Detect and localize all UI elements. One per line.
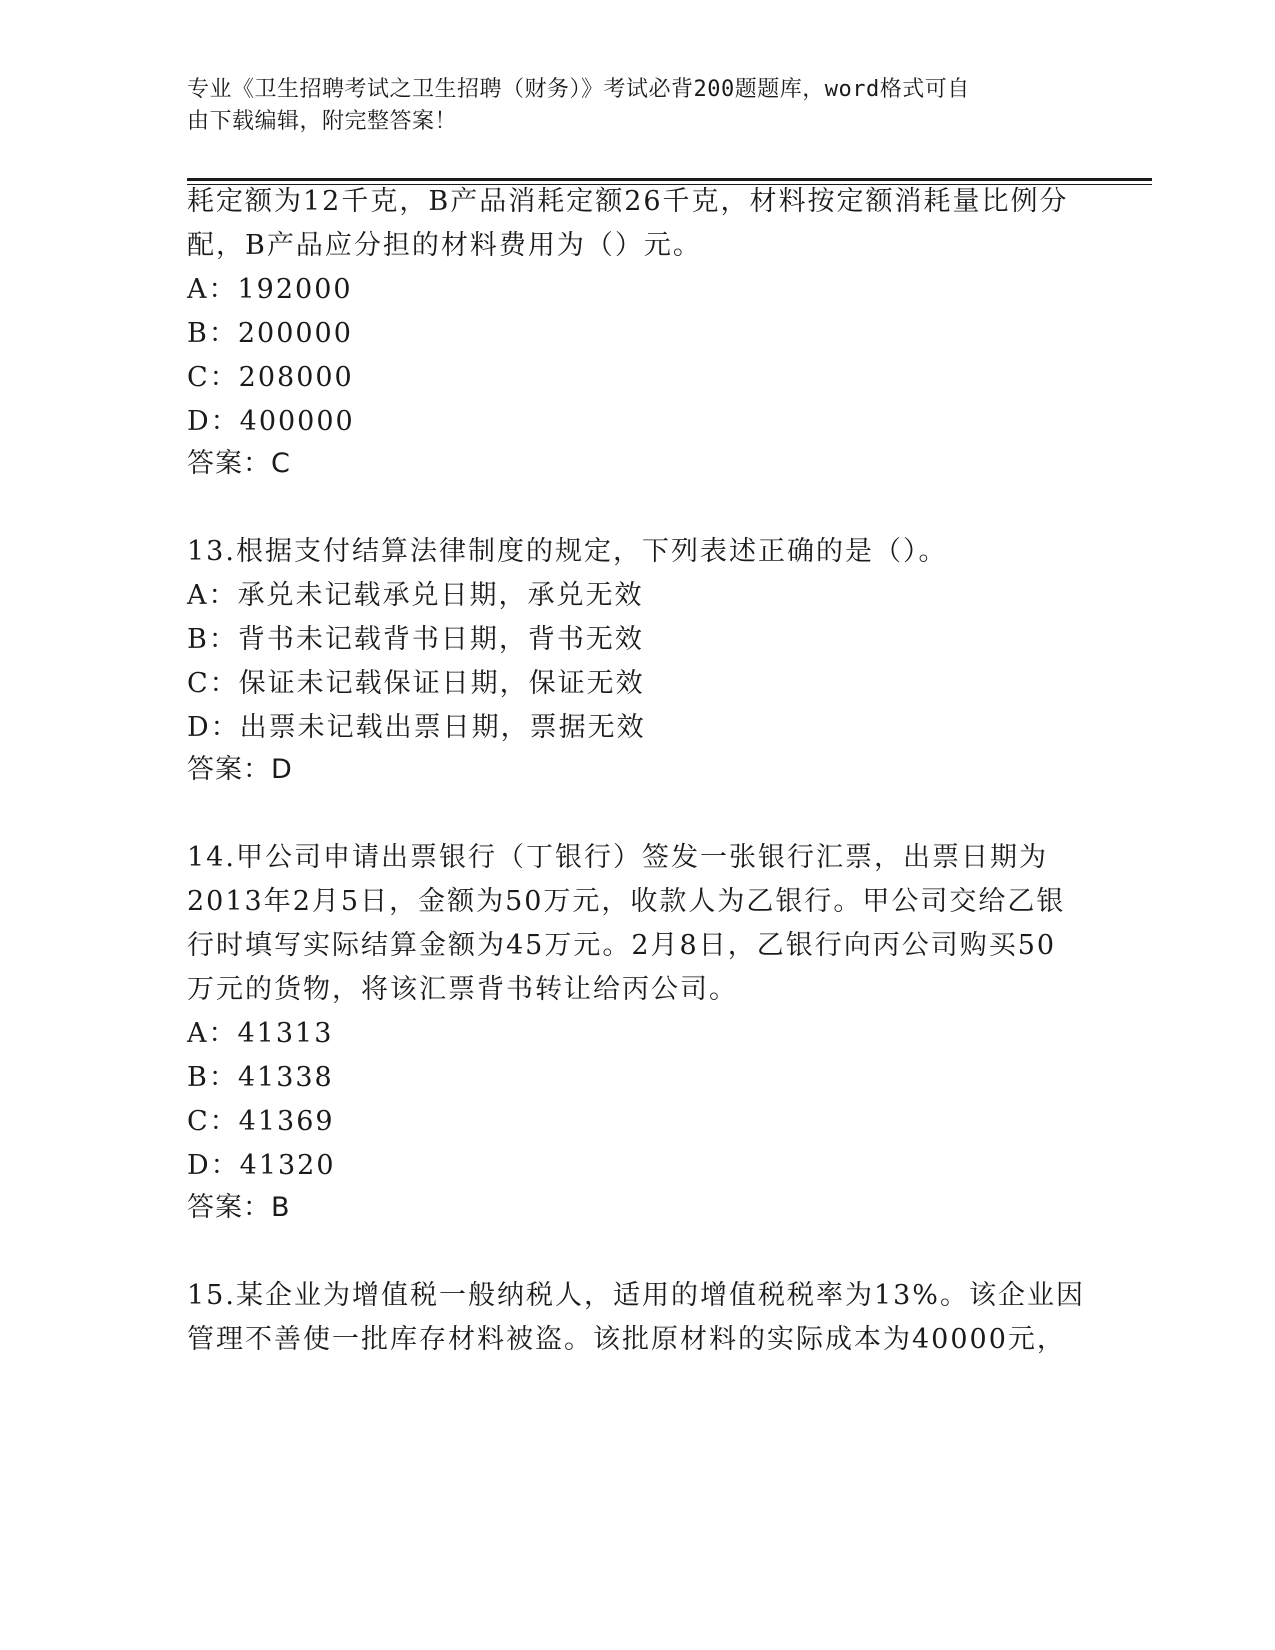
q13-option-c: C：保证未记载保证日期，保证无效 xyxy=(187,668,645,699)
q13-option-a: A：承兑未记载承兑日期，承兑无效 xyxy=(187,580,644,611)
q14-option-b: B：41338 xyxy=(187,1062,334,1093)
q15-stem-line-2: 管理不善使一批库存材料被盗。该批原材料的实际成本为40000元， xyxy=(187,1324,1066,1355)
q12-option-d: D：400000 xyxy=(187,406,355,437)
q14-option-c: C：41369 xyxy=(187,1106,335,1137)
q14-answer: 答案：B xyxy=(187,1192,291,1223)
q14-option-a: A：41313 xyxy=(187,1018,334,1049)
q14-stem-line-4: 万元的货物，将该汇票背书转让给丙公司。 xyxy=(187,974,738,1005)
q13-option-b: B：背书未记载背书日期，背书无效 xyxy=(187,624,644,655)
q12-stem-line-2: 配，B产品应分担的材料费用为（）元。 xyxy=(187,230,702,261)
q12-option-a: A：192000 xyxy=(187,274,353,305)
header-title-line-1: 专业《卫生招聘考试之卫生招聘（财务）》考试必背200题题库，word格式可自 xyxy=(187,77,970,102)
q12-answer: 答案：C xyxy=(187,448,291,479)
q14-option-d: D：41320 xyxy=(187,1150,336,1181)
q15-stem-line-1: 15.某企业为增值税一般纳税人，适用的增值税税率为13%。该企业因 xyxy=(187,1280,1085,1311)
q14-stem-line-2: 2013年2月5日，金额为50万元，收款人为乙银行。甲公司交给乙银 xyxy=(187,886,1066,917)
header-title-line-2: 由下载编辑，附完整答案！ xyxy=(187,109,458,134)
q12-stem-line-1: 耗定额为12千克，B产品消耗定额26千克，材料按定额消耗量比例分 xyxy=(187,186,1069,217)
q13-stem-line-1: 13.根据支付结算法律制度的规定，下列表述正确的是（）。 xyxy=(187,536,948,567)
q13-option-d: D：出票未记载出票日期，票据无效 xyxy=(187,712,646,743)
q12-option-b: B：200000 xyxy=(187,318,353,349)
q14-stem-line-3: 行时填写实际结算金额为45万元。2月8日，乙银行向丙公司购买50 xyxy=(187,930,1057,961)
document-header xyxy=(187,74,1067,138)
q14-stem-line-1: 14.甲公司申请出票银行（丁银行）签发一张银行汇票，出票日期为 xyxy=(187,842,1048,873)
q13-answer: 答案：D xyxy=(187,754,293,785)
q12-option-c: C：208000 xyxy=(187,362,354,393)
